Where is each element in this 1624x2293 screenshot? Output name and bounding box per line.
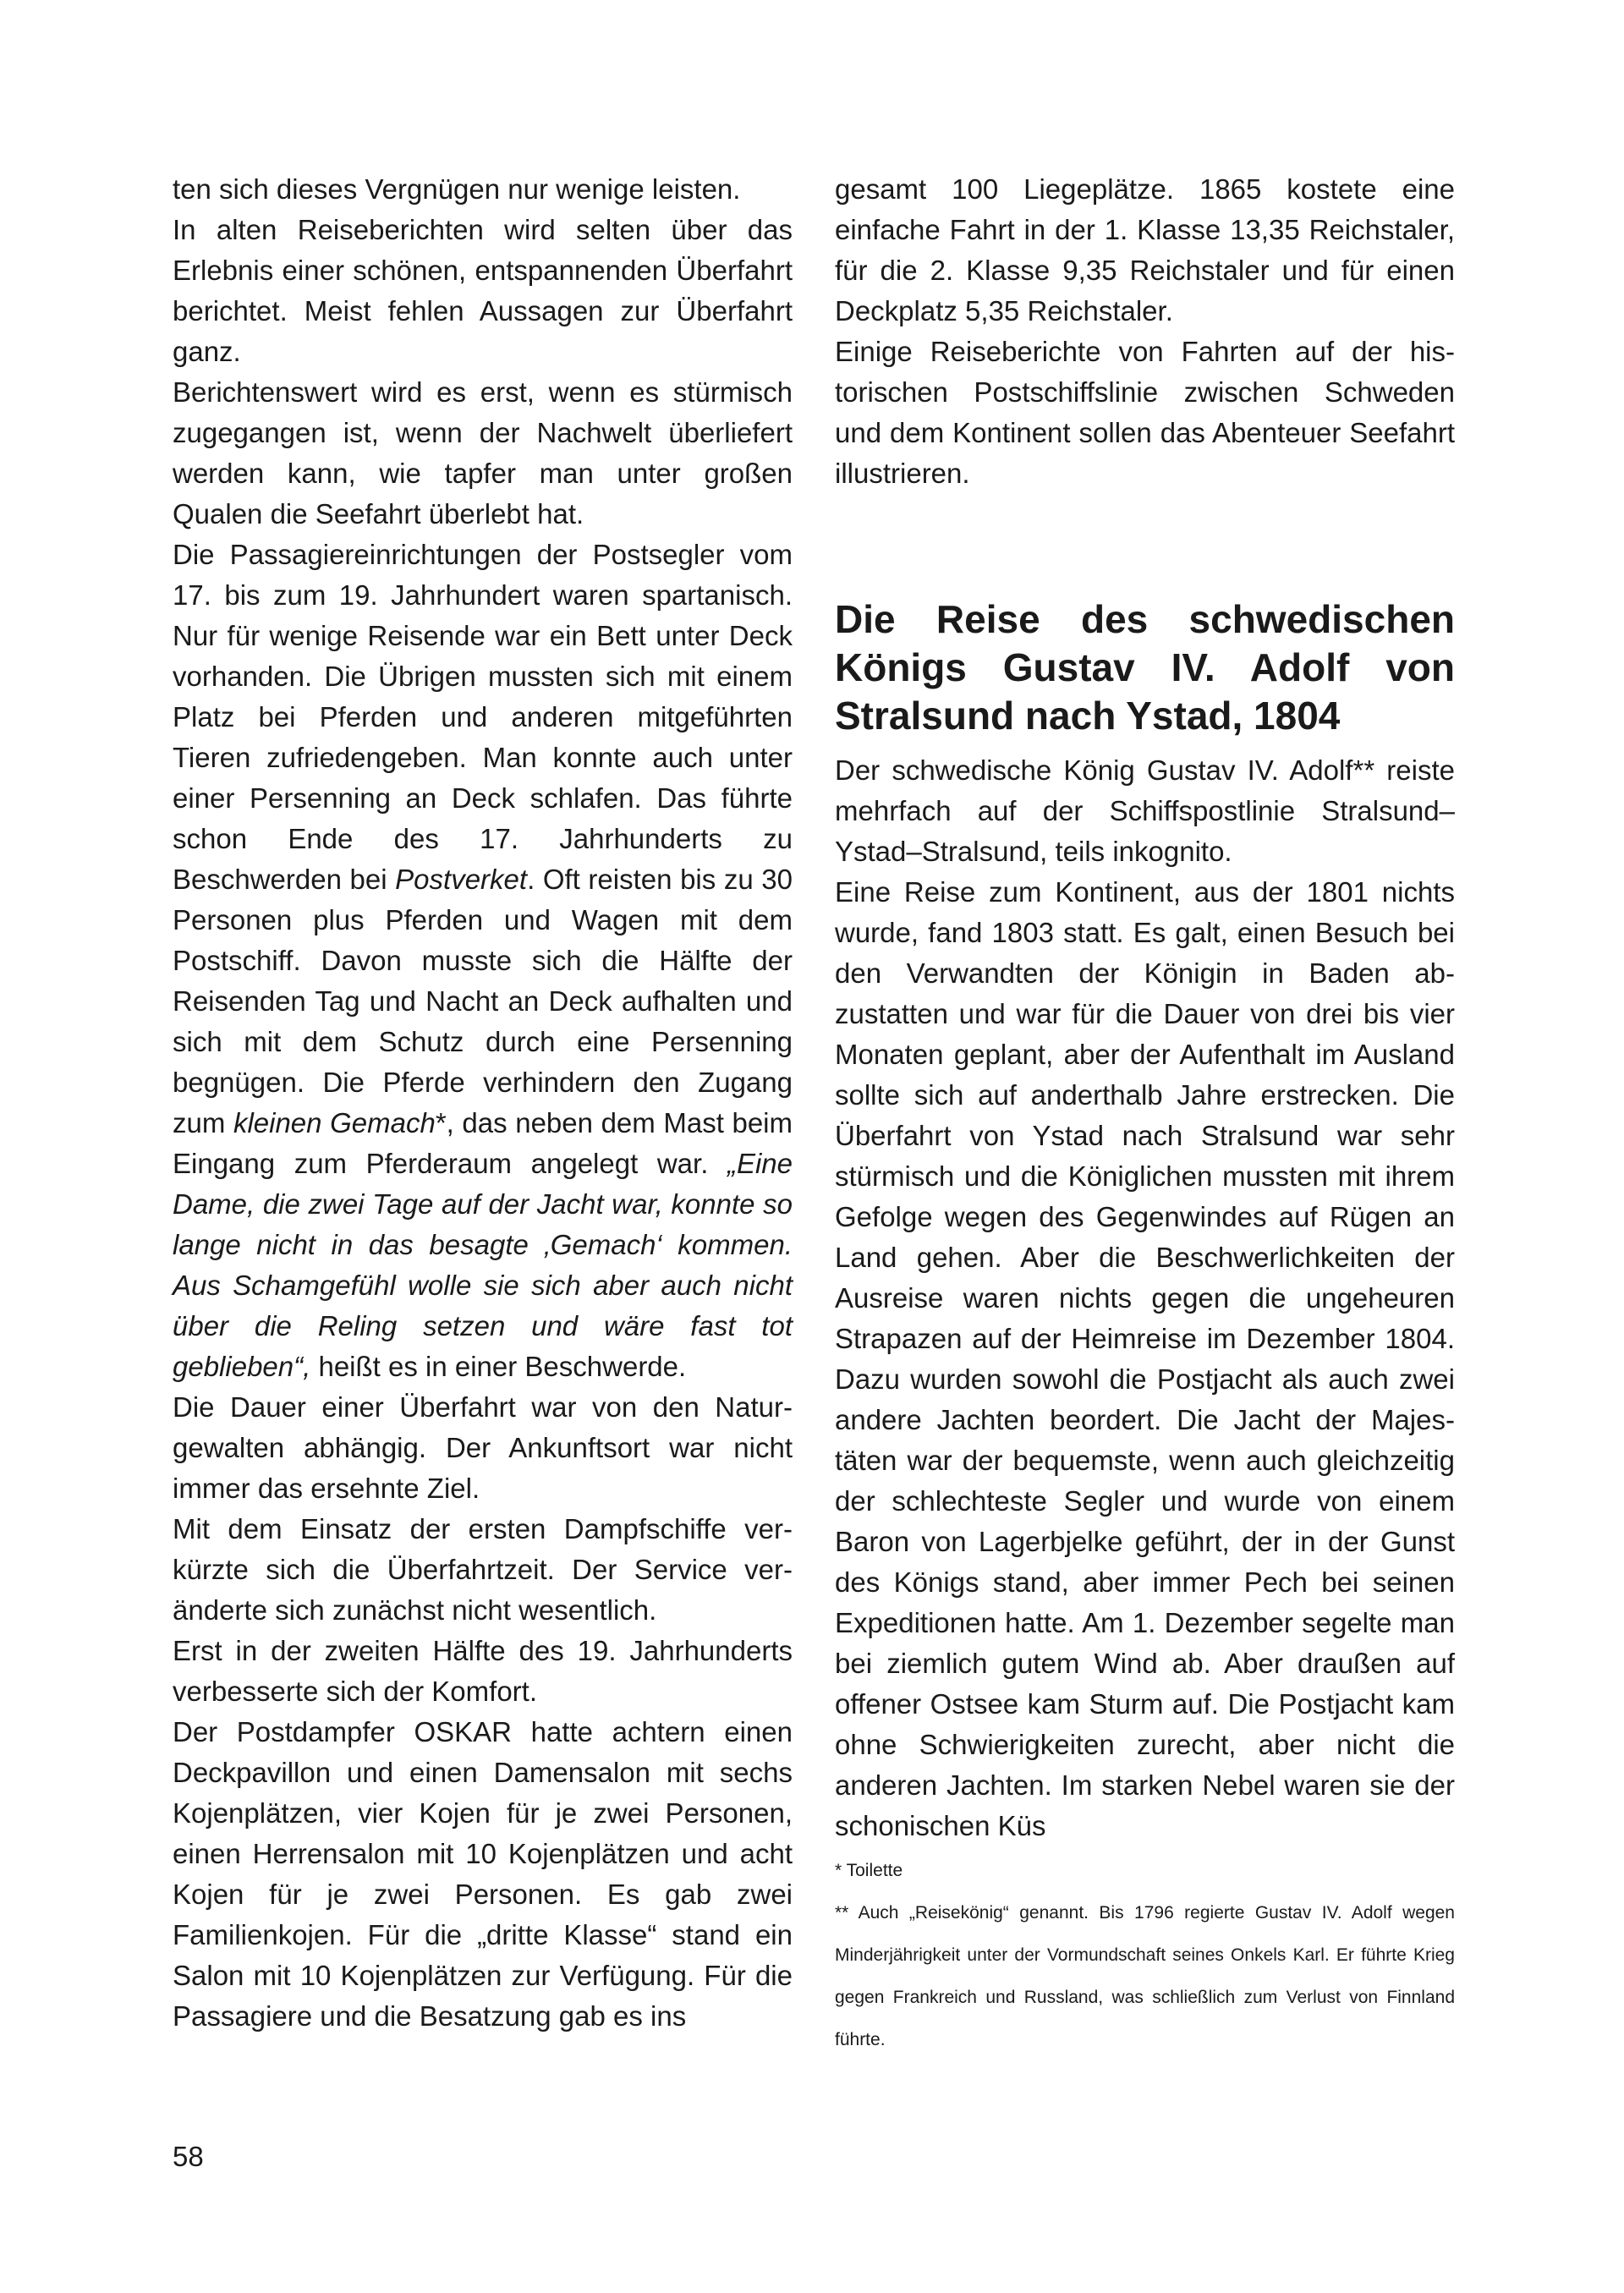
paragraph <box>173 535 793 1387</box>
paragraph: Berichtenswert wird es erst, wenn es stürmisch zugegangen ist, wenn der Nachwelt überliefert werden kann, wie tapfer man unter großen Qualen die Seefahrt überlebt hat. <box>173 376 793 529</box>
footnote-toilette: * Toilette <box>835 1861 903 1880</box>
paragraph: Mit dem Einsatz der ersten Dampfschiffe verkürzte sich die Überfahrtzeit. Der Service veränderte sich zunächst nicht wesentlich. <box>173 1513 793 1626</box>
paragraph: Der schwedische König Gustav IV. Adolf** reiste mehrfach auf der Schiffspostlinie Stralsund–Ystad–Stralsund, teils inkognito. <box>835 754 1455 867</box>
paragraph: Die Dauer einer Überfahrt war von den Naturgewalten abhängig. Der Ankunftsort war nicht immer das ersehnte Ziel. <box>173 1391 793 1504</box>
left-column <box>173 169 793 2037</box>
text-run: . Oft reisten bis zu 30 Personen plus Pferden und Wagen mit dem Postschiff. Davon musste sich die Hälfte der Reisenden Tag und Nacht an Deck aufhalten und sich mit dem Schutz durch eine Persenning begnügen. Die Pferde verhindern den Zugang zum <box>173 864 793 1138</box>
paragraph: Der Postdampfer OSKAR hatte achtern einen Deckpavillon und einen Damensalon mit sechs Kojenplätzen, vier Kojen für je zwei Personen, einen Herrensalon mit 10 Kojenplätzen und acht Kojen für je zwei Personen. Es gab zwei Familienkojen. Für die „dritte Klasse“ stand ein Salon mit 10 Kojenplätzen zur Verfügung. Für die Passagiere und die Besatzung gab es ins <box>173 1716 793 2032</box>
paragraph: Erst in der zweiten Hälfte des 19. Jahrhunderts verbesserte sich der Komfort. <box>173 1635 793 1707</box>
right-column <box>835 169 1455 2061</box>
footnotes <box>835 1850 1455 2061</box>
italic-quote: „Eine Dame, die zwei Tage auf der Jacht war, konnte so lange nicht in das besagte ‚Gemach‘ kommen. Aus Schamgefühl wolle sie sich aber auch nicht über die Reling setzen und wäre fast tot geblieben“, <box>173 1148 793 1382</box>
page-number: 58 <box>173 2141 204 2172</box>
text-run: *, das neben dem Mast beim Eingang zum Pferderaum angelegt war. <box>173 1107 793 1179</box>
paragraph: Eine Reise zum Kontinent, aus der 1801 nichts wurde, fand 1803 statt. Es galt, einen Besuch bei den Verwandten der Königin in Baden abzustatten und war für die Dauer von drei bis vier Monaten geplant, aber der Aufenthalt im Ausland sollte sich auf anderthalb Jahre erstrecken. Die Überfahrt von Ystad nach Stralsund war sehr stürmisch und die Königlichen mussten mit ihrem Gefolge wegen des Gegenwindes auf Rügen an Land gehen. Aber die Beschwerlichkeiten der Ausreise waren nichts gegen die ungeheuren Strapazen auf der Heimreise im Dezember 1804. Dazu wurden sowohl die Postjacht als auch zwei andere Jachten beordert. Die Jacht der Majestäten war der bequemste, wenn auch gleichzeitig der schlechteste Segler und wurde von einem Baron von Lagerbjelke geführt, der in der Gunst des Königs stand, aber immer Pech bei seinen Expeditionen hatte. Am 1. Dezember segelte man bei ziemlich gutem Wind ab. Aber draußen auf offener Ostsee kam Sturm auf. Die Postjacht kam ohne Schwierigkeiten zurecht, aber nicht die anderen Jachten. Im starken Nebel waren sie der schonischen Küs <box>835 876 1455 1841</box>
text-run: Die Passagiereinrichtungen der Postsegler vom 17. bis zum 19. Jahrhundert waren spartanisch. Nur für wenige Reisende war ein Bett unter Deck vorhanden. Die Übrigen mussten sich mit einem Platz bei Pferden und anderen mitgeführten Tieren zufriedengeben. Man konnte auch unter einer Persenning an Deck schlafen. Das führte schon Ende des 17. Jahrhunderts zu Beschwerden bei <box>173 539 793 895</box>
italic-term-postverket: Postverket <box>395 864 528 895</box>
footnote-reisekoenig: ** Auch „Reisekönig“ genannt. Bis 1796 regierte Gustav IV. Adolf wegen Minderjährigkeit unter der Vormundschaft seines Onkels Karl. Er führte Krieg gegen Frankreich und Russland, was schließlich zum Verlust von Finnland führte. <box>835 1903 1455 2049</box>
text-run: heißt es in einer Beschwerde. <box>310 1351 687 1382</box>
paragraph: ten sich dieses Vergnügen nur wenige leisten. <box>173 173 741 205</box>
paragraph: In alten Reiseberichten wird selten über das Erlebnis einer schönen, entspannenden Überfahrt berichtet. Meist fehlen Aussagen zur Überfahrt ganz. <box>173 214 793 367</box>
paragraph: gesamt 100 Liegeplätze. 1865 kostete eine einfache Fahrt in der 1. Klasse 13,35 Reichstaler, für die 2. Klasse 9,35 Reichstaler und für einen Deckplatz 5,35 Reichstaler. <box>835 173 1455 326</box>
section-heading: Die Reise des schwedischen Königs Gustav IV. Adolf von Stralsund nach Ystad, 1804 <box>835 597 1455 738</box>
italic-term-kleinen-gemach: kleinen Gemach <box>233 1107 436 1138</box>
paragraph: Einige Reiseberichte von Fahrten auf der historischen Postschiffslinie zwischen Schweden und dem Kontinent sollen das Abenteuer Seefahrt illustrieren. <box>835 336 1455 489</box>
